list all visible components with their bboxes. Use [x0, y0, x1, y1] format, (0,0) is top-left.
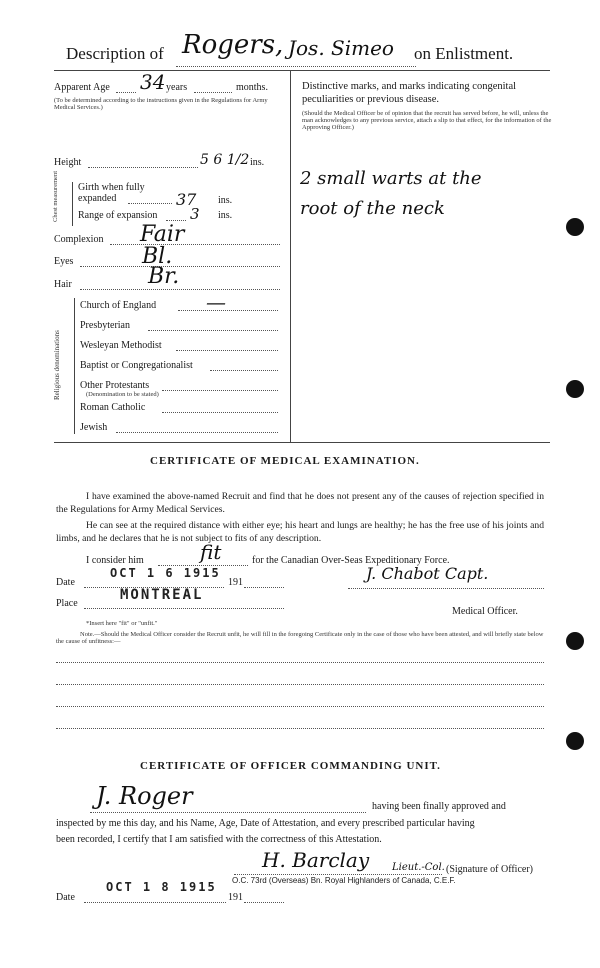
- surname: Rogers,: [182, 30, 284, 60]
- column-divider: [290, 70, 291, 442]
- height-unit: ins.: [250, 157, 265, 168]
- marks-line-1: 2 small warts at the: [300, 168, 482, 189]
- given-names: Jos. Simeo: [288, 36, 394, 60]
- medical-footnote: Note.—Should the Medical Officer consider the Recruit unfit, he will fill in the foregoing Certificate only in the case of those who have been attested, and will briefly state below the cause of unfitness:—: [56, 631, 544, 645]
- medical-title: CERTIFICATE OF MEDICAL EXAMINATION.: [150, 455, 420, 467]
- officer-rank: Lieut.-Col.: [392, 862, 445, 873]
- medical-year-label: 191: [228, 577, 243, 588]
- commanding-year-dots: [244, 902, 284, 903]
- age-months: months.: [236, 82, 268, 93]
- marks-line-2: root of the neck: [300, 198, 445, 219]
- punch-hole-3: [566, 632, 584, 650]
- punch-hole-4: [566, 732, 584, 750]
- marks-note: (Should the Medical Officer be of opinion that the recruit has served before, he will, unless the man acknowledges to any previous service, attach a slip to that effect, for the information of the Approving Officer.): [302, 110, 552, 131]
- place-stamp: MONTREAL: [120, 587, 204, 603]
- age-label: Apparent Age: [54, 82, 110, 93]
- commanding-date-stamp: OCT 1 8 1915: [106, 880, 217, 894]
- range-unit: ins.: [218, 210, 233, 221]
- place-dots: [84, 608, 284, 609]
- hair-label: Hair: [54, 279, 72, 290]
- marks-heading: Distinctive marks, and marks indicating congenital peculiarities or previous disease.: [302, 81, 517, 105]
- months-dots: [194, 92, 232, 93]
- religion-dots-2: [148, 330, 278, 331]
- religion-jewish: Jewish: [80, 422, 108, 433]
- eyes-value: Bl.: [142, 244, 173, 269]
- medical-para-1: I have examined the above-named Recruit and find that he does not present any of the causes of rejection specified in the Regulations for Army Medical Services.: [56, 491, 544, 515]
- religion-dots-3: [176, 350, 278, 351]
- consider-suffix: for the Canadian Over-Seas Expeditionary Force.: [252, 555, 450, 566]
- unfit-line-4: [56, 728, 544, 729]
- age-value: 34: [140, 70, 166, 94]
- unfit-line-1: [56, 662, 544, 663]
- commanding-year-label: 191: [228, 892, 243, 903]
- religion-roman-catholic: Roman Catholic: [80, 402, 146, 413]
- eyes-dots: [80, 266, 280, 267]
- officer-signature: H. Barclay: [262, 848, 370, 872]
- medical-date-label: Date: [56, 577, 75, 588]
- height-value: 5 6 1/2: [200, 152, 250, 168]
- religion-dots-5: [162, 390, 278, 391]
- religion-note: (Denomination to be stated): [86, 391, 159, 398]
- girth-value: 37: [176, 190, 197, 209]
- religion-dots-6: [162, 412, 278, 413]
- religion-other-protestants: Other Protestants: [80, 380, 150, 391]
- commanding-text-3: been recorded, I certify that I am satisfied with the correctness of this Attestation.: [56, 834, 382, 845]
- girth-label: Girth when fully expanded: [78, 182, 145, 204]
- religion-wesleyan: Wesleyan Methodist: [80, 340, 162, 351]
- medical-signature: J. Chabot Capt.: [366, 564, 489, 583]
- complexion-value: Fair: [140, 222, 185, 247]
- place-label: Place: [56, 598, 78, 609]
- punch-hole-1: [566, 218, 584, 236]
- complexion-dots: [110, 244, 280, 245]
- religion-dots-4: [210, 370, 278, 371]
- religion-mark: —: [206, 290, 226, 314]
- range-value: 3: [190, 205, 200, 223]
- officer-sig-dots: [234, 874, 442, 875]
- recruit-signature: J. Roger: [96, 782, 193, 810]
- recruit-name-dots: [90, 812, 366, 813]
- religion-dots-7: [116, 432, 278, 433]
- commanding-text-1: having been finally approved and: [372, 801, 506, 812]
- eyes-label: Eyes: [54, 256, 74, 267]
- signature-of-officer-label: (Signature of Officer): [446, 864, 534, 875]
- religion-bracket: [74, 298, 75, 434]
- girth-unit: ins.: [218, 195, 233, 206]
- medical-officer-label: Medical Officer.: [452, 606, 518, 617]
- medical-year-dots: [244, 587, 284, 588]
- header-rule: [176, 66, 416, 67]
- range-label: Range of expansion: [78, 210, 158, 221]
- medical-date-stamp: OCT 1 6 1915: [110, 566, 221, 580]
- hair-value: Br.: [148, 264, 180, 289]
- unfit-line-3: [56, 706, 544, 707]
- insert-note: *Insert here "fit" or "unfit.": [86, 620, 158, 627]
- chest-bracket: [72, 182, 73, 226]
- consider-label: I consider him: [86, 555, 144, 566]
- bottom-rule: [54, 442, 550, 443]
- height-label: Height: [54, 157, 82, 168]
- medical-para-2: He can see at the required distance with either eye; his heart and lungs are healthy; he has the free use of his joints and limbs, and he declares that he is not subject to fits of any description.: [56, 520, 544, 544]
- title-suffix: on Enlistment.: [414, 44, 514, 63]
- title-prefix: Description of: [66, 44, 164, 63]
- commanding-text-2: inspected by me this day, and his Name, Age, Date of Attestation, and every prescribed particular having: [56, 818, 475, 829]
- signature-dots: [348, 588, 544, 589]
- girth-dots: [128, 203, 172, 204]
- hair-dots: [80, 289, 280, 290]
- religion-label: Religious denominations: [53, 330, 61, 400]
- officer-unit: O.C. 73rd (Overseas) Bn. Royal Highlanders of Canada, C.E.F.: [232, 876, 456, 885]
- commanding-title: CERTIFICATE OF OFFICER COMMANDING UNIT.: [140, 760, 441, 772]
- top-rule: [54, 70, 550, 71]
- commanding-date-dots: [84, 902, 226, 903]
- chest-label: Chest measurement: [52, 170, 59, 222]
- height-dots: [88, 167, 198, 168]
- complexion-label: Complexion: [54, 234, 104, 245]
- religion-church-of-england: Church of England: [80, 300, 157, 311]
- religion-dots-1: [178, 310, 278, 311]
- commanding-date-label: Date: [56, 892, 75, 903]
- age-note: (To be determined according to the instructions given in the Regulations for Army Medical Services.): [54, 97, 268, 111]
- punch-hole-2: [566, 380, 584, 398]
- range-dots: [166, 220, 186, 221]
- fit-value: fit: [200, 540, 222, 564]
- unfit-line-2: [56, 684, 544, 685]
- religion-baptist: Baptist or Congregationalist: [80, 360, 193, 371]
- age-years: years: [166, 82, 188, 93]
- age-dots: [116, 92, 136, 93]
- religion-presbyterian: Presbyterian: [80, 320, 130, 331]
